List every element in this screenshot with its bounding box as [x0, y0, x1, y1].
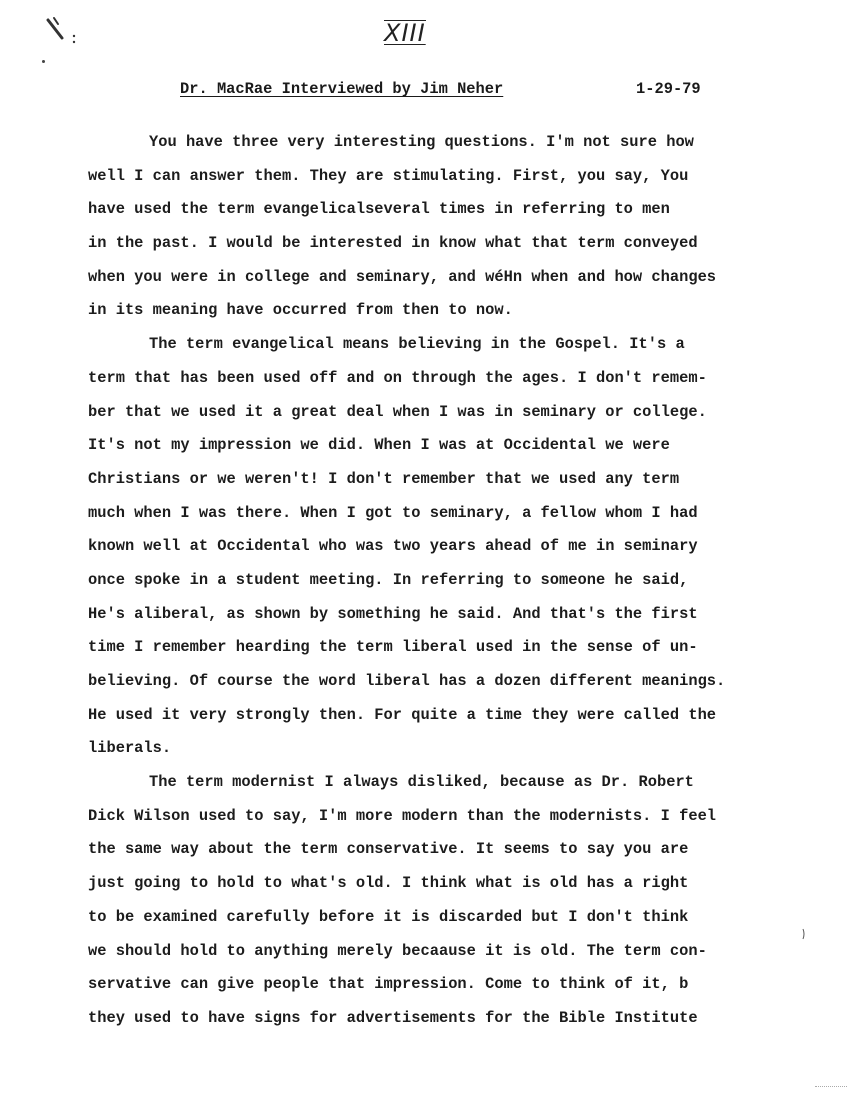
text-line: ber that we used it a great deal when I was in seminary or college.	[88, 402, 707, 421]
text-line: in its meaning have occurred from then to now.	[88, 301, 513, 320]
text-line: The term modernist I always disliked, because as Dr. Robert	[149, 773, 694, 792]
text-line: It's not my impression we did. When I was at Occidental we were	[88, 436, 670, 455]
page-number: XIII	[384, 19, 426, 47]
margin-mark-icon	[802, 928, 806, 940]
text-line: the same way about the term conservative. It seems to say you are	[88, 840, 689, 859]
text-line: just going to hold to what's old. I think what is old has a right	[88, 874, 689, 893]
interview-title: Dr. MacRae Interviewed by Jim Neher	[180, 80, 504, 98]
text-line: they used to have signs for advertisements for the Bible Institute	[88, 1008, 698, 1027]
text-line: we should hold to anything merely becaause it is old. The term con-	[88, 941, 707, 960]
text-line: servative can give people that impression. Come to think of it, b	[88, 975, 689, 994]
text-line: He used it very strongly then. For quite a time they were called the	[88, 705, 717, 724]
text-line: You have three very interesting questions. I'm not sure how	[149, 133, 694, 151]
transcript-body	[88, 126, 818, 1036]
text-line: Dick Wilson used to say, I'm more modern than the modernists. I feel	[88, 806, 717, 825]
text-line: have used the term evangelicalseveral times in referring to men	[88, 200, 670, 219]
text-line: to be examined carefully before it is discarded but I don't think	[88, 907, 689, 926]
text-line: when you were in college and seminary, and wéHn when and how changes	[88, 267, 717, 286]
text-line: The term evangelical means believing in the Gospel. It's a	[149, 335, 685, 354]
text-line: once spoke in a student meeting. In referring to someone he said,	[88, 570, 689, 589]
pen-mark-icon	[44, 14, 78, 66]
text-line: Christians or we weren't! I don't remember that we used any term	[88, 469, 680, 488]
text-line: term that has been used off and on through the ages. I don't remem-	[88, 368, 707, 387]
text-line: much when I was there. When I got to seminary, a fellow whom I had	[88, 503, 698, 522]
document-header	[180, 78, 740, 100]
text-line: known well at Occidental who was two years ahead of me in seminary	[88, 537, 698, 556]
scan-speck	[42, 60, 45, 63]
scan-artifact	[815, 1086, 847, 1091]
text-line: He's aliberal, as shown by something he said. And that's the first	[88, 604, 698, 623]
text-line: in the past. I would be interested in know what that term conveyed	[88, 234, 698, 253]
interview-date: 1-29-79	[636, 80, 701, 98]
text-line: time I remember hearding the term liberal used in the sense of un-	[88, 638, 698, 657]
text-line: believing. Of course the word liberal has a dozen different meanings.	[88, 672, 726, 690]
text-line: well I can answer them. They are stimulating. First, you say, You	[88, 166, 689, 185]
text-line: liberals.	[88, 739, 172, 758]
